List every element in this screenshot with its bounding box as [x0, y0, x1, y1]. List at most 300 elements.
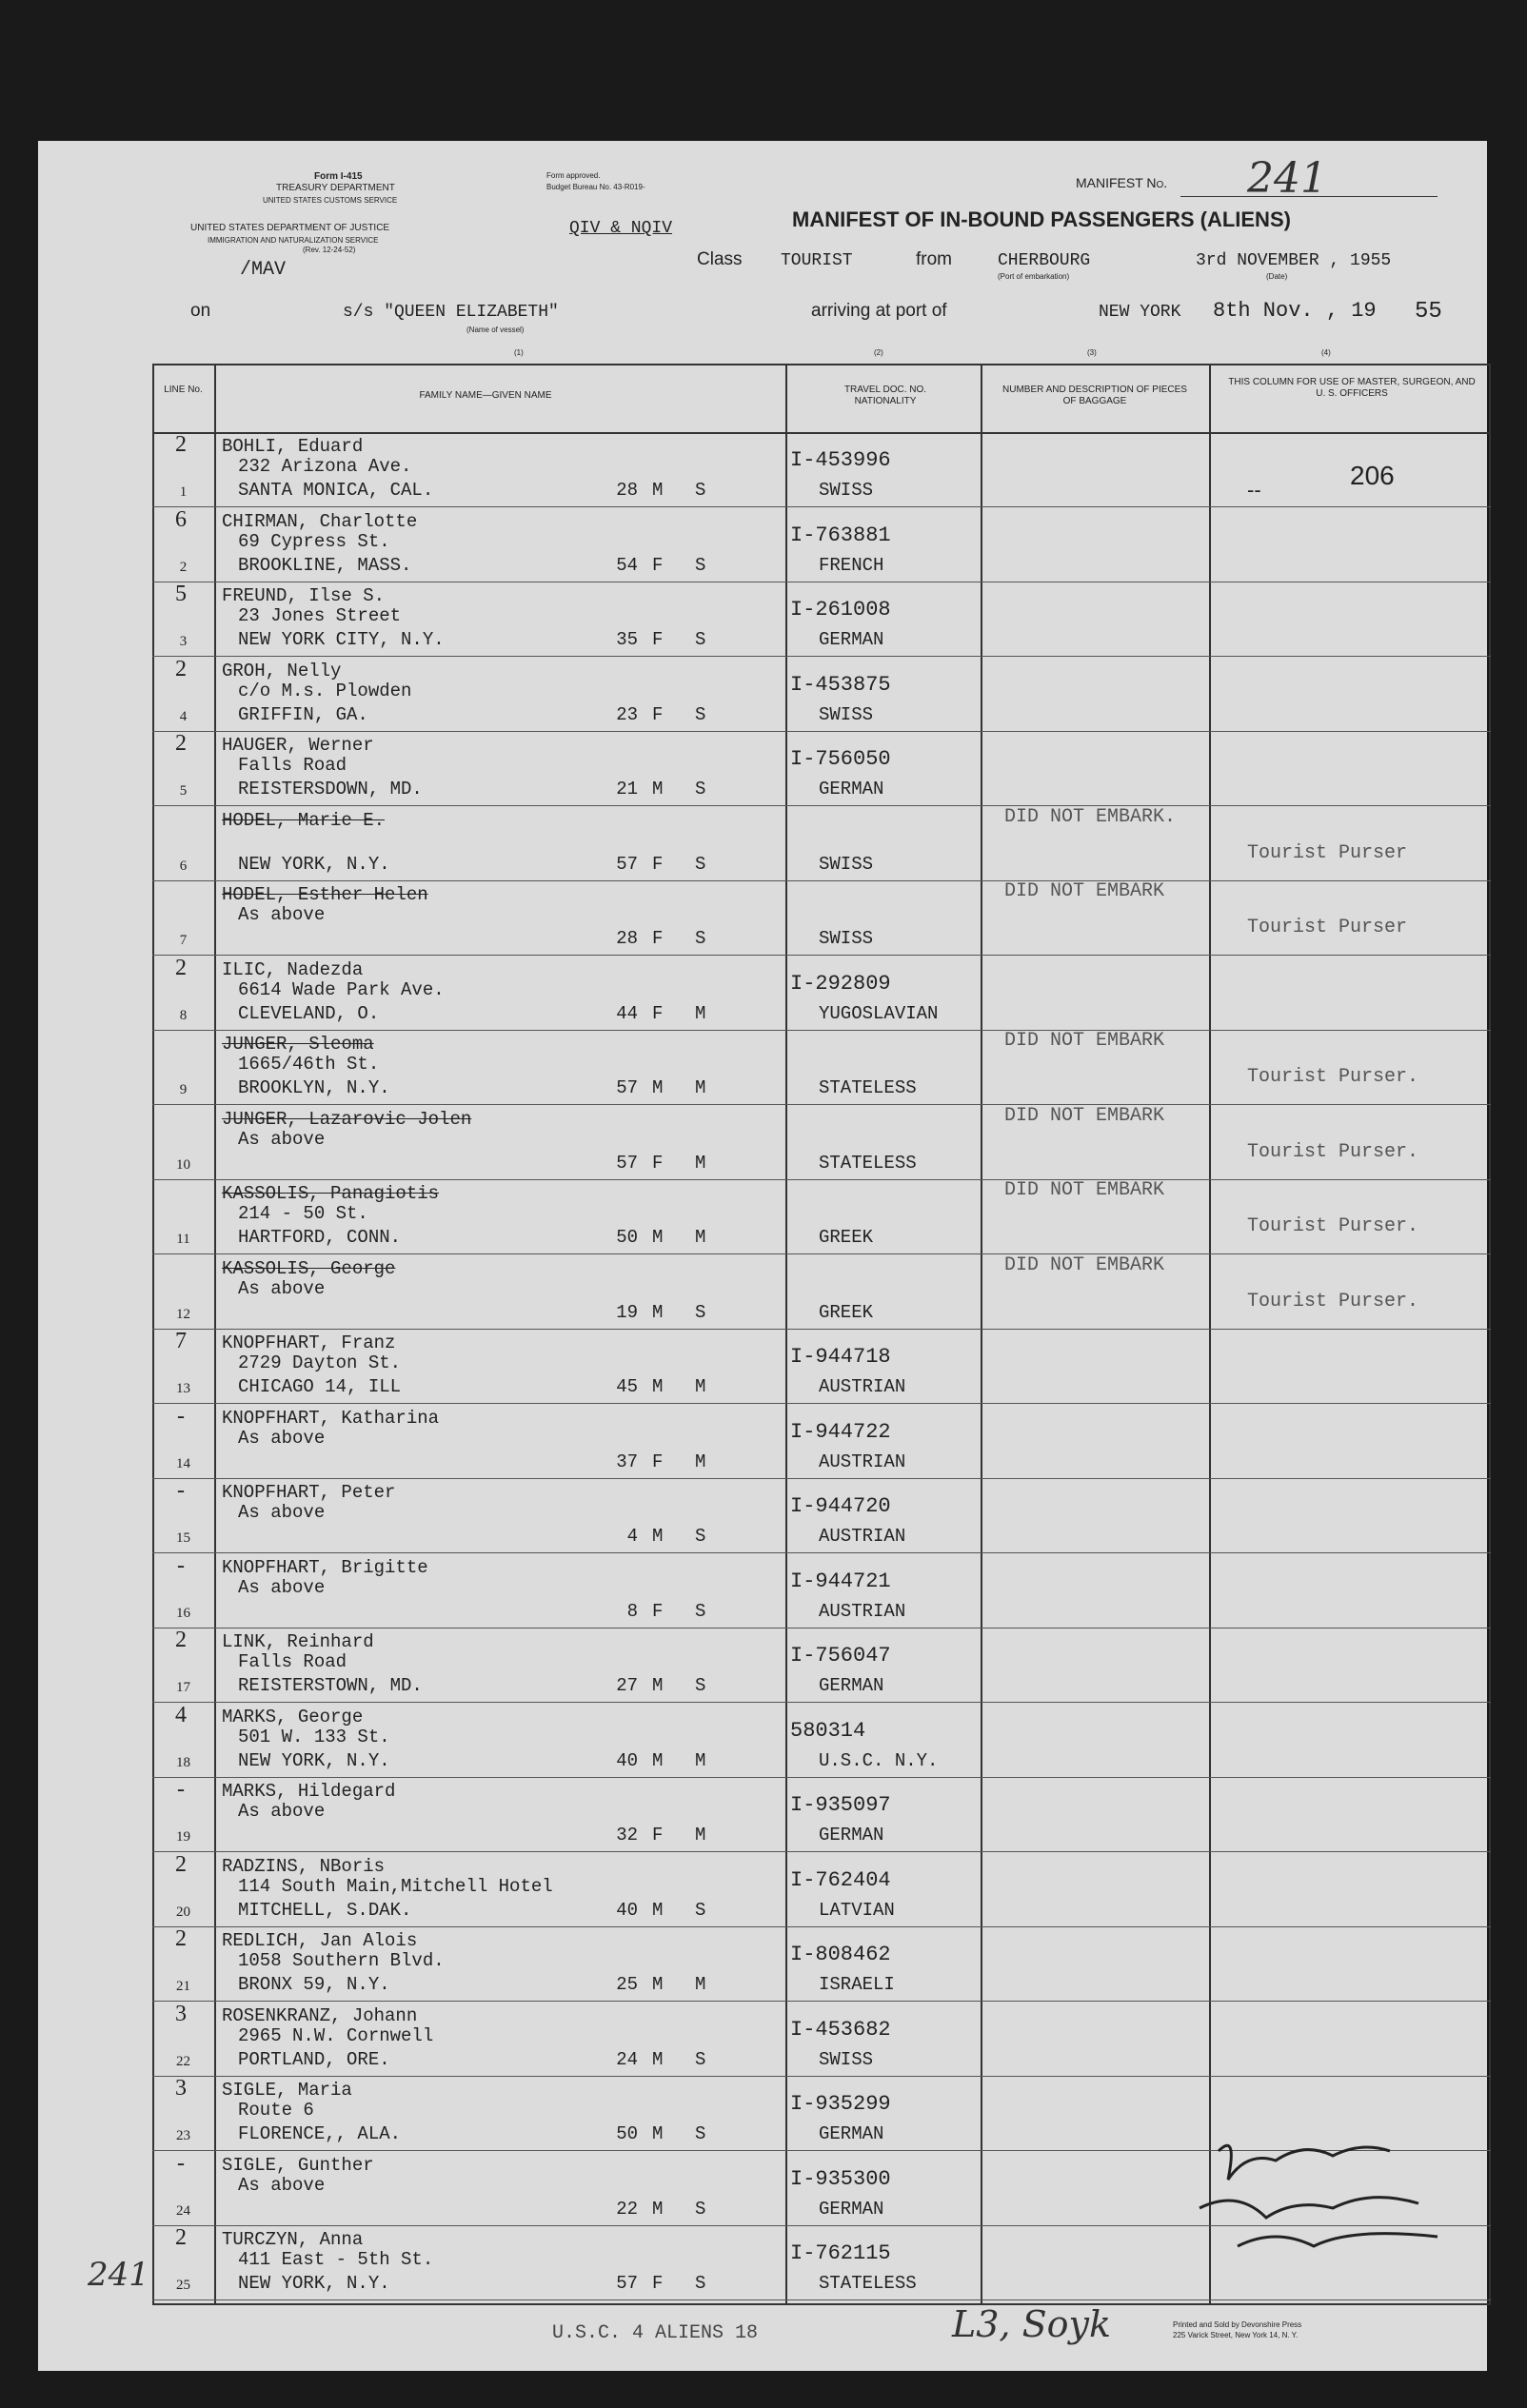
budget-bureau: Budget Bureau No. 43-R019-: [546, 183, 645, 191]
marital-status: M: [695, 1227, 706, 1248]
passenger-age: 57: [616, 1077, 638, 1098]
class-label: Class: [697, 249, 743, 269]
line-number: 8: [179, 1007, 188, 1023]
line-number: 17: [176, 1680, 190, 1695]
address-line-2: BROOKLYN, N.Y.: [238, 1077, 390, 1098]
margin-manifest-note: 241: [88, 2256, 149, 2294]
marital-status: S: [695, 2198, 706, 2220]
passenger-sex: F: [652, 2273, 664, 2294]
address-line-2: FLORENCE,, ALA.: [238, 2123, 402, 2144]
purser-note: Tourist Purser.: [1247, 1215, 1419, 1237]
officer-dash: --: [1247, 478, 1261, 502]
address-line-2: REISTERSDOWN, MD.: [238, 779, 423, 799]
handwritten-note: L3, Soyk: [952, 2303, 1111, 2345]
manifest-line: [1180, 196, 1438, 197]
nationality: AUSTRIAN: [819, 1600, 906, 1622]
address-line-1: As above: [238, 1427, 326, 1449]
passenger-sex: F: [652, 1825, 664, 1845]
address-line-1: Falls Road: [238, 755, 347, 776]
line-number: 15: [176, 1530, 190, 1546]
line-number: 4: [179, 708, 188, 724]
passenger-name: LINK, Reinhard: [222, 1631, 374, 1652]
passenger-sex: F: [652, 1600, 664, 1622]
nationality: YUGOSLAVIAN: [819, 1002, 939, 1024]
address-line-1: 6614 Wade Park Ave.: [238, 978, 445, 1000]
table-row: [152, 1628, 1491, 1703]
baggage-count: 5: [175, 582, 187, 606]
nationality: SWISS: [819, 853, 874, 875]
marital-status: S: [695, 629, 706, 650]
passenger-name: MARKS, Hildegard: [222, 1781, 396, 1802]
address-line-1: c/o M.s. Plowden: [238, 680, 412, 701]
table-row: [152, 1105, 1491, 1180]
address-line-1: 1058 Southern Blvd.: [238, 1950, 445, 1971]
marital-status: S: [695, 1899, 706, 1921]
header-baggage: NUMBER AND DESCRIPTION OF PIECES OF BAGGAGE: [1002, 385, 1187, 406]
line-number: 5: [179, 783, 188, 799]
passenger-name: HODEL, Esther Helen: [222, 884, 428, 905]
travel-doc-number: I-944720: [790, 1494, 891, 1518]
marital-status: S: [695, 703, 706, 725]
travel-doc-number: I-292809: [790, 971, 891, 996]
table-row: [152, 731, 1491, 806]
passenger-name: RADZINS, NBoris: [222, 1855, 386, 1877]
passenger-name: KASSOLIS, Panagiotis: [222, 1183, 440, 1204]
baggage-count: 2: [175, 2225, 187, 2250]
marital-status: S: [695, 779, 706, 799]
passenger-name: BOHLI, Eduard: [222, 436, 364, 457]
passenger-name: KNOPFHART, Katharina: [222, 1407, 440, 1429]
passenger-table: [152, 364, 1491, 2305]
passenger-sex: M: [652, 1376, 664, 1397]
passenger-age: 45: [616, 1376, 638, 1397]
address-line-1: 501 W. 133 St.: [238, 1726, 390, 1747]
baggage-count: -: [177, 1403, 185, 1429]
nationality: SWISS: [819, 703, 874, 725]
passenger-age: 8: [626, 1600, 638, 1622]
address-line-1: 2729 Dayton St.: [238, 1352, 402, 1373]
arrival-port: NEW YORK: [1099, 303, 1181, 322]
baggage-count: 3: [175, 2001, 187, 2026]
marital-status: S: [695, 1675, 706, 1696]
marital-status: M: [695, 1002, 706, 1024]
justice-dept: UNITED STATES DEPARTMENT OF JUSTICE: [190, 223, 390, 233]
passenger-age: 44: [616, 1002, 638, 1024]
passenger-sex: M: [652, 1749, 664, 1771]
passenger-sex: M: [652, 1974, 664, 1995]
passenger-age: 40: [616, 1749, 638, 1771]
passenger-age: 19: [616, 1301, 638, 1323]
col-num-2: (2): [874, 348, 883, 357]
address-line-1: 411 East - 5th St.: [238, 2249, 434, 2270]
did-not-embark-note: DID NOT EMBARK: [1004, 1104, 1165, 1127]
header-travel-doc: TRAVEL DOC. NO. NATIONALITY: [843, 385, 927, 406]
manifest-label: MANIFEST No.: [1076, 175, 1168, 190]
travel-doc-number: I-944721: [790, 1569, 891, 1593]
address-line-1: As above: [238, 1801, 326, 1822]
nationality: LATVIAN: [819, 1899, 895, 1921]
did-not-embark-note: DID NOT EMBARK: [1004, 1030, 1165, 1052]
address-line-2: REISTERSTOWN, MD.: [238, 1675, 423, 1696]
baggage-count: 4: [175, 1702, 187, 1727]
table-row: [152, 2002, 1491, 2077]
passenger-sex: F: [652, 554, 664, 576]
address-line-1: 1665/46th St.: [238, 1054, 380, 1075]
travel-doc-number: I-453682: [790, 2017, 891, 2042]
nationality: SWISS: [819, 2048, 874, 2070]
line-number: 18: [176, 1754, 190, 1770]
passenger-age: 24: [616, 2048, 638, 2070]
manifest-number: 241: [1247, 154, 1327, 203]
visa-codes: QIV & NQIV: [569, 219, 673, 238]
marital-status: S: [695, 2273, 706, 2294]
address-line-1: As above: [238, 1277, 326, 1299]
passenger-sex: F: [652, 1451, 664, 1472]
baggage-count: -: [177, 1478, 185, 1503]
did-not-embark-note: DID NOT EMBARK: [1004, 1179, 1165, 1201]
baggage-count: 2: [175, 1628, 187, 1652]
passenger-sex: M: [652, 1899, 664, 1921]
nationality: AUSTRIAN: [819, 1376, 906, 1397]
arrival-date: 8th Nov. , 19: [1213, 299, 1377, 323]
table-row: [152, 880, 1491, 956]
line-number: 3: [179, 634, 188, 649]
passenger-name: KNOPFHART, Franz: [222, 1332, 396, 1353]
nationality: GERMAN: [819, 1825, 884, 1845]
mav-code: /MAV: [240, 259, 287, 281]
form-approved: Form approved.: [546, 171, 601, 180]
nationality: STATELESS: [819, 1152, 917, 1174]
passenger-age: 54: [616, 554, 638, 576]
table-row: [152, 1703, 1491, 1778]
passenger-sex: M: [652, 2123, 664, 2144]
address-line-2: CHICAGO 14, ILL: [238, 1376, 402, 1397]
address-line-2: NEW YORK CITY, N.Y.: [238, 629, 445, 650]
passenger-name: REDLICH, Jan Alois: [222, 1930, 418, 1951]
address-line-2: CLEVELAND, O.: [238, 1002, 380, 1024]
passenger-age: 57: [616, 2273, 638, 2294]
line-number: 25: [176, 2278, 190, 2293]
address-line-2: MITCHELL, S.DAK.: [238, 1899, 412, 1921]
address-line-2: NEW YORK, N.Y.: [238, 853, 390, 875]
table-row: [152, 1030, 1491, 1105]
table-row: [152, 432, 1491, 507]
col-num-3: (3): [1087, 348, 1097, 357]
passenger-name: JUNGER, Lazarovic Jolen: [222, 1108, 472, 1130]
table-header: [152, 364, 1491, 434]
marital-status: S: [695, 1301, 706, 1323]
marital-status: S: [695, 554, 706, 576]
line-number: 14: [176, 1455, 190, 1471]
line-number: 11: [176, 1232, 190, 1247]
travel-doc-number: I-756047: [790, 1644, 891, 1668]
passenger-name: CHIRMAN, Charlotte: [222, 510, 418, 532]
manifest-title: MANIFEST OF IN-BOUND PASSENGERS (ALIENS): [792, 207, 1291, 231]
table-row: [152, 1179, 1491, 1254]
arrival-year: 55: [1415, 299, 1442, 325]
address-line-1: As above: [238, 1502, 326, 1523]
nationality: STATELESS: [819, 1077, 917, 1098]
marital-status: S: [695, 1526, 706, 1547]
passenger-sex: F: [652, 928, 664, 949]
baggage-count: 2: [175, 955, 187, 980]
passenger-sex: M: [652, 2048, 664, 2070]
table-row: [152, 1404, 1491, 1479]
marital-status: M: [695, 1152, 706, 1174]
travel-doc-number: 580314: [790, 1718, 866, 1743]
line-number: 21: [176, 1979, 190, 1994]
passenger-age: 23: [616, 703, 638, 725]
line-number: 19: [176, 1829, 190, 1845]
line-number: 7: [179, 933, 188, 948]
address-line-2: NEW YORK, N.Y.: [238, 1749, 390, 1771]
passenger-age: 4: [626, 1526, 638, 1547]
address-line-1: 114 South Main,Mitchell Hotel: [238, 1875, 553, 1897]
line-number: 1: [179, 484, 188, 500]
passenger-name: TURCZYN, Anna: [222, 2229, 364, 2250]
baggage-count: -: [177, 2150, 185, 2176]
address-line-1: Route 6: [238, 2100, 314, 2121]
nationality: SWISS: [819, 480, 874, 501]
passenger-age: 27: [616, 1675, 638, 1696]
travel-doc-number: I-453875: [790, 672, 891, 697]
passenger-age: 25: [616, 1974, 638, 1995]
travel-doc-number: I-756050: [790, 747, 891, 771]
nationality: GERMAN: [819, 779, 884, 799]
did-not-embark-note: DID NOT EMBARK: [1004, 1253, 1165, 1276]
baggage-count: 6: [175, 506, 187, 532]
passenger-sex: M: [652, 1077, 664, 1098]
purser-note: Tourist Purser.: [1247, 1066, 1419, 1088]
purser-note: Tourist Purser.: [1247, 1290, 1419, 1313]
customs-service: UNITED STATES CUSTOMS SERVICE: [263, 196, 398, 205]
nationality: GERMAN: [819, 2123, 884, 2144]
marital-status: M: [695, 1749, 706, 1771]
baggage-count: 2: [175, 731, 187, 756]
from-value: CHERBOURG: [998, 251, 1091, 270]
passenger-name: ROSENKRANZ, Johann: [222, 2004, 418, 2026]
passenger-sex: F: [652, 1002, 664, 1024]
passenger-sex: M: [652, 1526, 664, 1547]
travel-doc-number: I-935299: [790, 2092, 891, 2116]
marital-status: M: [695, 1974, 706, 1995]
from-label: from: [916, 249, 952, 269]
passenger-name: GROH, Nelly: [222, 660, 342, 681]
officer-signature: [1180, 2113, 1457, 2275]
line-number: 2: [179, 559, 188, 575]
revision: (Rev. 12-24-52): [303, 246, 356, 254]
baggage-count: 2: [175, 432, 187, 457]
nationality: GERMAN: [819, 1675, 884, 1696]
passenger-name: ILIC, Nadezda: [222, 958, 364, 980]
nationality: ISRAELI: [819, 1974, 895, 1995]
header-officers: THIS COLUMN FOR USE OF MASTER, SURGEON, AND U. S. OFFICERS: [1228, 377, 1476, 399]
line-number: 23: [176, 2128, 190, 2143]
date-caption: (Date): [1266, 272, 1288, 281]
purser-note: Tourist Purser: [1247, 917, 1408, 938]
passenger-sex: F: [652, 629, 664, 650]
baggage-count: -: [177, 1777, 185, 1802]
on-label: on: [190, 301, 211, 321]
nationality: U.S.C. N.Y.: [819, 1749, 939, 1771]
baggage-count: 2: [175, 1926, 187, 1951]
ins-service: IMMIGRATION AND NATURALIZATION SERVICE: [208, 236, 379, 245]
travel-doc-number: I-935300: [790, 2166, 891, 2191]
passenger-name: KASSOLIS, George: [222, 1257, 396, 1279]
purser-note: Tourist Purser.: [1247, 1140, 1419, 1163]
col-num-1: (1): [514, 348, 524, 357]
line-number: 12: [176, 1306, 190, 1322]
purser-note: Tourist Purser: [1247, 841, 1408, 864]
passenger-sex: F: [652, 853, 664, 875]
voyage-date: 3rd NOVEMBER , 1955: [1196, 251, 1392, 270]
passenger-sex: F: [652, 1152, 664, 1174]
arriving-label: arriving at port of: [811, 301, 947, 321]
table-row: [152, 1852, 1491, 1927]
travel-doc-number: I-944718: [790, 1345, 891, 1369]
address-line-1: 214 - 50 St.: [238, 1203, 368, 1224]
passenger-name: KNOPFHART, Brigitte: [222, 1556, 428, 1578]
passenger-name: MARKS, George: [222, 1706, 364, 1727]
passenger-name: SIGLE, Gunther: [222, 2154, 374, 2176]
officer-number: 206: [1350, 461, 1395, 490]
address-line-2: SANTA MONICA, CAL.: [238, 480, 434, 501]
table-row: [152, 1553, 1491, 1628]
marital-status: M: [695, 1376, 706, 1397]
table-row: [152, 507, 1491, 582]
baggage-count: -: [177, 1552, 185, 1578]
passenger-age: 57: [616, 853, 638, 875]
passenger-age: 35: [616, 629, 638, 650]
nationality: GERMAN: [819, 2198, 884, 2220]
address-line-1: 2965 N.W. Cornwell: [238, 2024, 434, 2046]
marital-status: M: [695, 1825, 706, 1845]
travel-doc-number: I-944722: [790, 1419, 891, 1444]
travel-doc-number: I-762115: [790, 2241, 891, 2265]
passenger-sex: M: [652, 1301, 664, 1323]
passenger-sex: M: [652, 1675, 664, 1696]
travel-doc-number: I-453996: [790, 448, 891, 472]
passenger-name: SIGLE, Maria: [222, 2080, 352, 2101]
nationality: SWISS: [819, 928, 874, 949]
passenger-sex: M: [652, 1227, 664, 1248]
did-not-embark-note: DID NOT EMBARK: [1004, 880, 1165, 902]
passenger-age: 40: [616, 1899, 638, 1921]
passenger-name: HODEL, Marie E.: [222, 809, 386, 831]
passenger-name: JUNGER, Sleoma: [222, 1034, 374, 1055]
passenger-age: 28: [616, 480, 638, 501]
passenger-sex: M: [652, 480, 664, 501]
line-number: 20: [176, 1904, 190, 1920]
table-row: [152, 1329, 1491, 1404]
marital-status: S: [695, 928, 706, 949]
baggage-count: 2: [175, 656, 187, 681]
passenger-sex: M: [652, 2198, 664, 2220]
travel-doc-number: I-935097: [790, 1793, 891, 1817]
line-number: 16: [176, 1605, 190, 1621]
passenger-sex: F: [652, 703, 664, 725]
table-row: [152, 1926, 1491, 2002]
passenger-age: 37: [616, 1451, 638, 1472]
line-number: 6: [179, 858, 188, 874]
vessel-name: s/s "QUEEN ELIZABETH": [343, 303, 559, 322]
marital-status: M: [695, 1451, 706, 1472]
passenger-age: 50: [616, 2123, 638, 2144]
travel-doc-number: I-808462: [790, 1943, 891, 1966]
nationality: GREEK: [819, 1301, 874, 1323]
nationality: AUSTRIAN: [819, 1451, 906, 1472]
class-value: TOURIST: [781, 251, 853, 270]
passenger-age: 21: [616, 779, 638, 799]
table-row: [152, 582, 1491, 657]
vessel-caption: (Name of vessel): [466, 326, 525, 334]
form-number: Form I-415: [314, 171, 363, 182]
passenger-name: FREUND, Ilse S.: [222, 585, 386, 606]
line-number: 9: [179, 1082, 188, 1097]
line-number: 10: [176, 1156, 190, 1173]
table-row: [152, 1478, 1491, 1553]
line-number: 24: [176, 2202, 190, 2219]
address-line-2: GRIFFIN, GA.: [238, 703, 368, 725]
nationality: FRENCH: [819, 554, 884, 576]
address-line-1: Falls Road: [238, 1651, 347, 1672]
address-line-2: HARTFORD, CONN.: [238, 1227, 402, 1248]
baggage-count: 3: [175, 2076, 187, 2101]
passenger-age: 57: [616, 1152, 638, 1174]
passenger-name: KNOPFHART, Peter: [222, 1482, 396, 1503]
address-line-1: 23 Jones Street: [238, 605, 402, 626]
marital-status: S: [695, 1600, 706, 1622]
address-line-2: BROOKLINE, MASS.: [238, 554, 412, 576]
nationality: GREEK: [819, 1227, 874, 1248]
col-num-4: (4): [1321, 348, 1331, 357]
address-line-1: 232 Arizona Ave.: [238, 456, 412, 477]
passenger-age: 28: [616, 928, 638, 949]
line-number: 13: [176, 1381, 190, 1396]
marital-status: S: [695, 2123, 706, 2144]
address-line-1: As above: [238, 904, 326, 925]
table-row: [152, 806, 1491, 881]
marital-status: M: [695, 1077, 706, 1098]
totals-line: U.S.C. 4 ALIENS 18: [552, 2322, 759, 2344]
travel-doc-number: I-261008: [790, 598, 891, 622]
baggage-count: 7: [175, 1329, 187, 1353]
passenger-age: 32: [616, 1825, 638, 1845]
line-number: 22: [176, 2053, 190, 2069]
baggage-count: 2: [175, 1851, 187, 1877]
passenger-sex: M: [652, 779, 664, 799]
address-line-2: BRONX 59, N.Y.: [238, 1974, 390, 1995]
port-embarkation-caption: (Port of embarkation): [998, 272, 1070, 281]
address-line-1: 69 Cypress St.: [238, 530, 390, 552]
address-line-1: As above: [238, 1128, 326, 1150]
address-line-1: As above: [238, 2174, 326, 2196]
table-row: [152, 657, 1491, 732]
address-line-2: PORTLAND, ORE.: [238, 2048, 390, 2070]
header-name: FAMILY NAME—GIVEN NAME: [419, 390, 552, 401]
marital-status: S: [695, 2048, 706, 2070]
passenger-name: HAUGER, Werner: [222, 735, 374, 756]
table-row: [152, 956, 1491, 1031]
treasury-dept: TREASURY DEPARTMENT: [276, 183, 395, 193]
printer-line-1: Printed and Sold by Devonshire Press: [1173, 2320, 1302, 2329]
table-row: [152, 1254, 1491, 1330]
address-line-2: NEW YORK, N.Y.: [238, 2273, 390, 2294]
nationality: STATELESS: [819, 2273, 917, 2294]
printer-line-2: 225 Varick Street, New York 14, N. Y.: [1173, 2331, 1299, 2339]
nationality: GERMAN: [819, 629, 884, 650]
did-not-embark-note: DID NOT EMBARK.: [1004, 805, 1177, 828]
